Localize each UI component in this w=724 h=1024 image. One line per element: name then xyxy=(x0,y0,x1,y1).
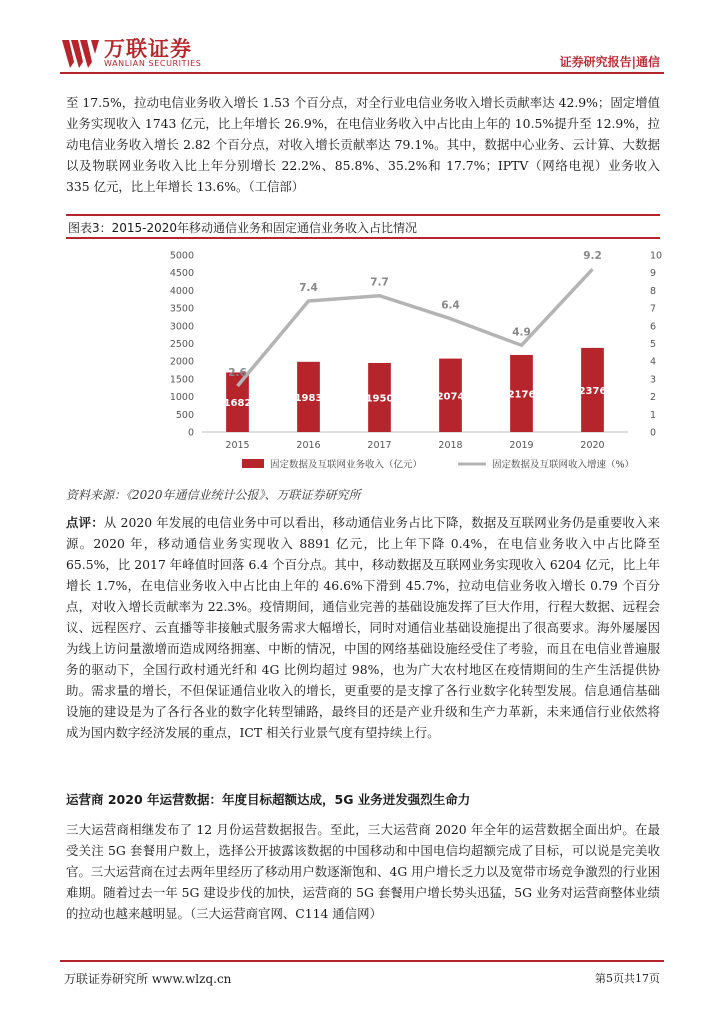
figure-title: 图表3：2015-2020年移动通信业务和固定通信业务收入占比情况 xyxy=(68,221,418,235)
bar-value-label: 1682 xyxy=(223,398,252,410)
y-right-tick-label: 2 xyxy=(650,392,657,404)
bar-value-label: 2376 xyxy=(578,385,607,397)
figure-top-rule xyxy=(66,214,660,216)
y-right-tick-label: 3 xyxy=(650,374,657,386)
x-tick-label: 2019 xyxy=(509,440,534,451)
x-tick-label: 2015 xyxy=(225,440,250,451)
y-left-tick-label: 1500 xyxy=(169,374,194,386)
comment-text: 从 2020 年发展的电信业务中可以看出，移动通信业务占比下降，数据及互联网业务仍是重要收入来源。2020 年，移动通信业务实现收入 8891 亿元，比上年下降 0.4%，在电信业务收入中占比降至 65.5%，比 2017 年峰值时回落 6.4 个百分点。其中，移动数据及互联网业务实现收入 6204 亿元，比上年增长 1.7%，在电信业务收入中占比由上年的 46.6%下滑到 45.7%，拉动电信业务收入增长 0.79 个百分点，对收入增长贡献率为 22.3%。疫情期间，通信业完善的基础设施发挥了巨大作用，行程大数据、远程会议、远程医疗、云直播等非接触式服务需求大幅增长，同时对通信业基础设施提出了很高要求。海外屡屡因为线上访问量激增而造成网络拥塞、中断的情况，中国的网络基础设施经受住了考验，而且在电信业普遍服务的驱动下，全国行政村通光纤和 4G 比例均超过 98%，也为广大农村地区在疫情期间的生产生活提供协助。需求量的增长，不但保证通信业收入的增长，更重要的是支撑了各行业数字化转型发展。信息通信基础设施的建设是为了各行各业的数字化转型铺路，最终目的还是产业升级和生产力革新，未来通信行业依然将成为国内数字经济发展的重点，ICT 相关行业景气度有望持续上行。 xyxy=(66,515,661,740)
comment-label: 点评： xyxy=(66,515,104,530)
y-left-tick-label: 4500 xyxy=(169,268,194,280)
y-right-tick-label: 4 xyxy=(650,356,657,368)
bar-value-label: 1950 xyxy=(365,393,394,405)
page-number: 第5页共17页 xyxy=(595,972,660,985)
brand-name-en: WANLIAN SECURITIES xyxy=(104,59,202,68)
bar-value-label: 2176 xyxy=(507,389,536,401)
line-value-label: 6.4 xyxy=(441,299,460,312)
legend-swatch-bar xyxy=(242,459,264,468)
body-paragraph-1: 至 17.5%，拉动电信业务收入增长 1.53 个百分点，对全行业电信业务收入增长贡献率达 42.9%；固定增值业务实现收入 1743 亿元，比上年增长 26.9%，在电信业务收入中占比由上年的 10.5%提升至 12.9%，拉动电信业务收入增长 2.82 个百分点，对收入增长贡献率达 79.1%。其中，数据中心业务、云计算、大数据以及物联网业务收入比上年分别增长 22.2%、85.8%、35.2%和 17.7%；IPTV（网络电视）业务收入 335 亿元，比上年增长 13.6%。（工信部） xyxy=(66,95,660,194)
y-right-tick-label: 8 xyxy=(650,285,657,297)
line-value-label: 4.9 xyxy=(512,326,531,339)
combo-chart xyxy=(66,243,663,481)
figure-title-rule xyxy=(66,237,660,239)
y-left-tick-label: 4000 xyxy=(169,285,194,297)
comment-paragraph xyxy=(66,512,660,743)
y-left-tick-label: 3500 xyxy=(169,303,194,315)
y-left-tick-label: 2500 xyxy=(169,339,194,350)
x-tick-label: 2017 xyxy=(367,440,392,451)
footer-divider xyxy=(60,960,664,962)
bar-value-label: 2074 xyxy=(436,391,465,403)
legend-label-bar: 固定数据及互联网业务收入（亿元） xyxy=(270,459,423,471)
footer-source: 万联证券研究所 www.wlzq.cn xyxy=(64,972,232,986)
header-divider xyxy=(60,72,664,74)
legend-label-line: 固定数据及互联网收入增速（%） xyxy=(492,459,635,471)
y-right-tick-label: 7 xyxy=(650,303,657,315)
line-value-label: 7.7 xyxy=(370,276,389,289)
y-right-tick-label: 5 xyxy=(650,339,657,350)
y-right-tick-label: 9 xyxy=(650,268,657,280)
brand-name-cn: 万联证券 xyxy=(104,37,192,61)
brand-logo-icon xyxy=(62,38,100,70)
figure-source: 资料来源：《2020年通信业统计公报》、万联证券研究所 xyxy=(66,488,361,502)
y-left-tick-label: 5000 xyxy=(169,250,194,262)
x-tick-label: 2018 xyxy=(438,440,463,451)
y-left-tick-label: 2000 xyxy=(169,356,194,368)
line-value-label: 9.2 xyxy=(583,250,602,263)
y-left-tick-label: 500 xyxy=(175,409,194,421)
y-right-tick-label: 1 xyxy=(650,409,657,421)
bar-value-label: 1983 xyxy=(294,392,323,404)
x-tick-label: 2020 xyxy=(580,440,605,451)
y-right-tick-label: 6 xyxy=(650,321,657,333)
line-value-label: 7.4 xyxy=(299,282,318,295)
body-paragraph-3: 三大运营商相继发布了 12 月份运营数据报告。至此，三大运营商 2020 年全年的运营数据全面出炉。在最受关注 5G 套餐用户数上，选择公开披露该数据的中国移动和中国电信均超额完成了目标，可以说是完美收官。三大运营商在过去两年里经历了移动用户数逐渐饱和、4G 用户增长乏力以及宽带市场竞争激烈的行业困难期。随着过去一年 5G 建设步伐的加快，运营商的 5G 套餐用户增长势头迅猛，5G 业务对运营商整体业绩的拉动也越来越明显。（三大运营商官网、C114 通信网） xyxy=(66,822,660,921)
line-series xyxy=(238,269,593,386)
y-right-tick-label: 0 xyxy=(650,427,657,439)
y-right-tick-label: 10 xyxy=(650,250,663,262)
section-title: 运营商 2020 年运营数据：年度目标超额达成，5G 业务迸发强烈生命力 xyxy=(66,792,471,807)
report-type: 证券研究报告|通信 xyxy=(559,55,660,69)
line-value-label: 2.6 xyxy=(228,366,247,379)
x-tick-label: 2016 xyxy=(296,440,321,451)
y-left-tick-label: 0 xyxy=(187,427,194,439)
y-left-tick-label: 1000 xyxy=(169,392,194,404)
y-left-tick-label: 3000 xyxy=(169,321,194,333)
